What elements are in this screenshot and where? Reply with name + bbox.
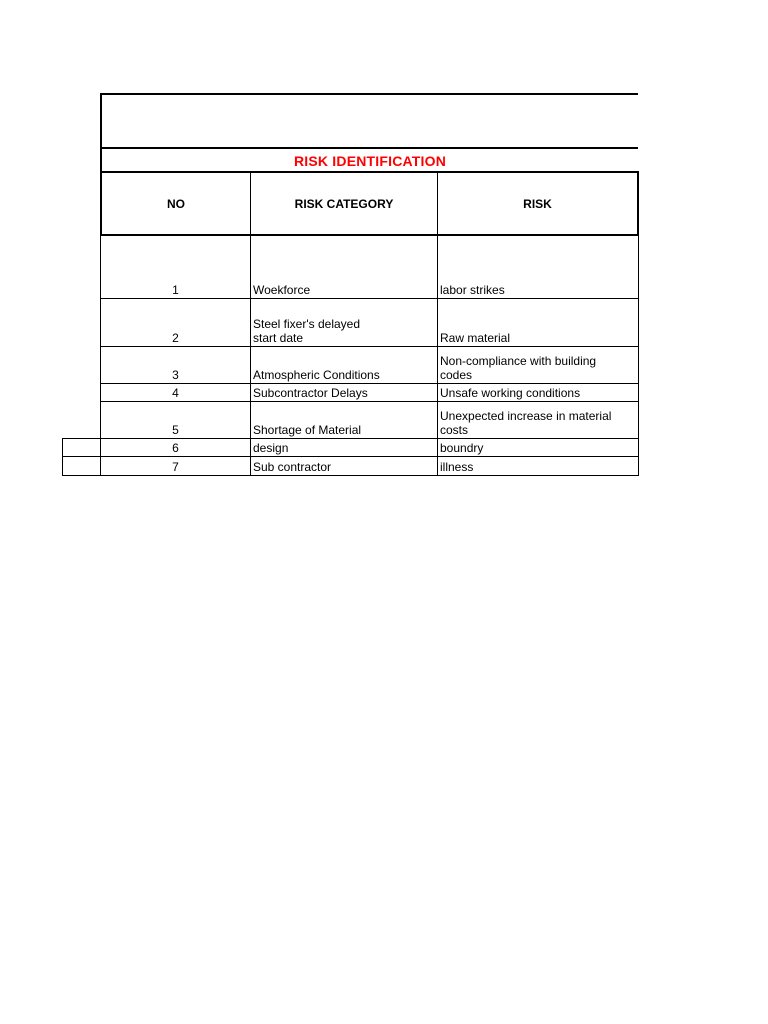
row-category: Woekforce	[251, 236, 438, 298]
sheet-title: RISK IDENTIFICATION	[293, 152, 447, 169]
title-row	[100, 147, 638, 172]
header-blank-area	[100, 93, 638, 147]
row-category-text: Steel fixer's delayed start date	[253, 317, 361, 345]
row-no: 3	[101, 347, 251, 383]
table-row	[100, 299, 639, 347]
row-category: design	[251, 439, 438, 456]
header-risk: RISK	[523, 196, 552, 211]
row-no: 2	[101, 299, 251, 346]
table-row	[100, 236, 639, 299]
table-row	[100, 457, 639, 476]
table-row	[100, 439, 639, 457]
header-no: NO	[102, 173, 251, 234]
row-category: Atmospheric Conditions	[251, 347, 438, 383]
row-no: 1	[101, 236, 251, 298]
row-risk: labor strikes	[440, 283, 505, 297]
row-risk-text: Unexpected increase in material costs	[440, 409, 612, 437]
row-risk: Unsafe working conditions	[440, 386, 581, 400]
header-risk-category: RISK CATEGORY	[251, 173, 438, 234]
row-risk: Raw material	[440, 331, 511, 345]
row-no: 4	[101, 384, 251, 401]
table-row	[100, 347, 639, 384]
table-header	[100, 171, 639, 236]
row-risk	[438, 347, 638, 383]
row-category	[251, 299, 438, 346]
left-extra-cell	[62, 457, 100, 476]
row-category: Subcontractor Delays	[251, 384, 438, 401]
left-extra-cell	[62, 438, 100, 457]
table-row	[100, 402, 639, 439]
row-category: Sub contractor	[251, 457, 438, 475]
row-risk: boundry	[440, 441, 484, 455]
row-risk-text: Non-compliance with building codes	[440, 354, 597, 382]
table-row	[100, 384, 639, 402]
row-no: 6	[101, 439, 251, 456]
row-no: 5	[101, 402, 251, 438]
row-risk: illness	[440, 460, 474, 474]
row-category: Shortage of Material	[251, 402, 438, 438]
row-no: 7	[101, 457, 251, 475]
row-risk	[438, 402, 638, 438]
